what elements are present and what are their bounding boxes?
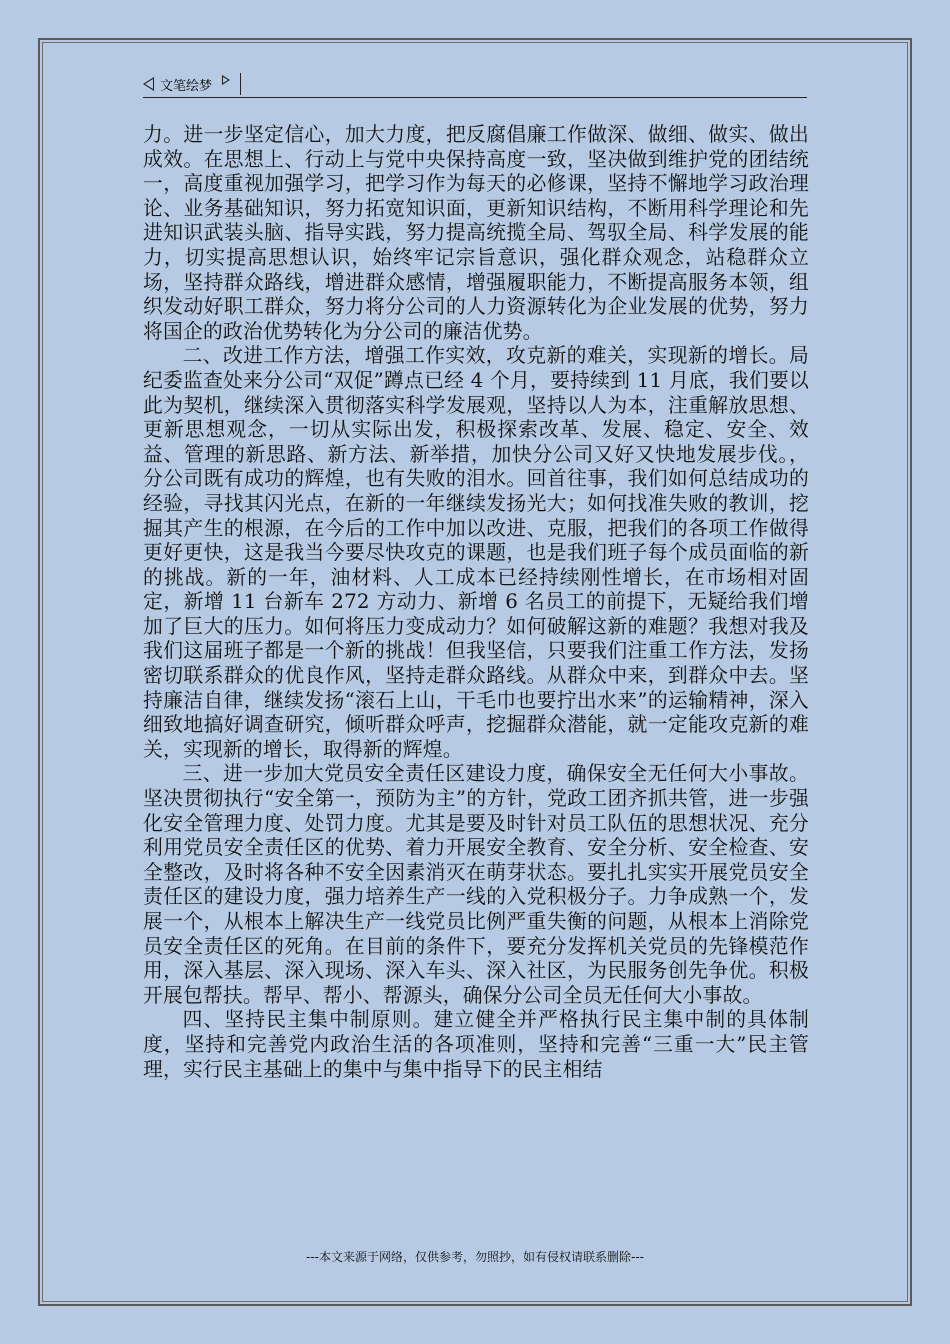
header-divider <box>240 73 241 95</box>
paragraph-continuation: 力。进一步坚定信心，加大力度，把反腐倡廉工作做深、做细、做实、做出成效。在思想上、行动上与党中央保持高度一致，坚决做到维护党的团结统一，高度重视加强学习，把学习作为每天的必修课，坚持不懈地学习政治理论、业务基础知识，努力拓宽知识面，更新知识结构，不断用科学理论和先进知识武装头脑、指导实践，努力提高统揽全局、驾驭全局、科学发展的能力，切实提高思想认识，始终牢记宗旨意识，强化群众观念，站稳群众立场，坚持群众路线，增进群众感情，增强履职能力，不断提高服务本领，组织发动好职工群众，努力将分公司的人力资源转化为企业发展的优势，努力将国企的政治优势转化为分公司的廉洁优势。 <box>143 123 809 343</box>
paragraph-section-3: 三、进一步加大党员安全责任区建设力度，确保安全无任何大小事故。坚决贯彻执行“安全第一，预防为主”的方针，党政工团齐抓共管，进一步强化安全管理力度、处罚力度。尤其是要及时针对员工队伍的思想状况、充分利用党员安全责任区的优势、着力开展安全教育、安全分析、安全检查、安全整改，及时将各种不安全因素消灭在萌芽状态。要扎扎实实开展党员安全责任区的建设力度，强力培养生产一线的入党积极分子。力争成熟一个，发展一个，从根本上解决生产一线党员比例严重失衡的问题，从根本上消除党员安全责任区的死角。在目前的条件下，要充分发挥机关党员的先锋模范作用，深入基层、深入现场、深入车头、深入社区，为民服务创先争优。积极开展包帮扶。帮早、帮小、帮源头，确保分公司全员无任何大小事故。 <box>143 762 809 1007</box>
paragraph-section-2: 二、改进工作方法，增强工作实效，攻克新的难关，实现新的增长。局纪委监查处来分公司“双促”蹲点已经 4 个月，要持续到 11 月底，我们要以此为契机，继续深入贯彻落实科学发展观，坚持以人为本，注重解放思想、更新思想观念，一切从实际出发，积极探索改革、发展、稳定、安全、效益、管理的新思路、新方法、新举措，加快分公司又好又快地发展步伐。，分公司既有成功的辉煌，也有失败的泪水。回首往事，我们如何总结成功的经验，寻找其闪光点，在新的一年继续发扬光大；如何找准失败的教训，挖掘其产生的根源，在今后的工作中加以改进、克服，把我们的各项工作做得更好更快，这是我当今要尽快攻克的课题，也是我们班子每个成员面临的新的挑战。新的一年，油材料、人工成本已经持续刚性增长，在市场相对固定，新增 11 台新车 272 方动力、新增 6 名员工的前提下，无疑给我们增加了巨大的压力。如何将压力变成动力？如何破解这新的难题？我想对我及我们这届班子都是一个新的挑战！但我坚信，只要我们注重工作方法，发扬密切联系群众的优良作风，坚持走群众路线。从群众中来，到群众中去。坚持廉洁自律，继续发扬“滚石上山，干毛巾也要拧出水来”的运输精神，深入细致地搞好调查研究，倾听群众呼声，挖掘群众潜能，就一定能攻克新的难关，实现新的增长，取得新的辉煌。 <box>143 344 809 761</box>
paragraph-section-4: 四、坚持民主集中制原则。建立健全并严格执行民主集中制的具体制度，坚持和完善党内政治生活的各项准则，坚持和完善“三重一大”民主管理，实行民主基础上的集中与集中指导下的民主相结 <box>143 1008 809 1081</box>
document-header <box>143 73 241 95</box>
header-rule <box>143 97 807 98</box>
triangle-left-icon <box>143 77 154 91</box>
footer-disclaimer: ---本文来源于网络，仅供参考，勿照抄，如有侵权请联系删除--- <box>306 1250 644 1264</box>
document-body <box>143 123 809 1082</box>
header-title: 文笔绘梦 <box>160 78 213 94</box>
triangle-right-icon <box>222 75 230 85</box>
